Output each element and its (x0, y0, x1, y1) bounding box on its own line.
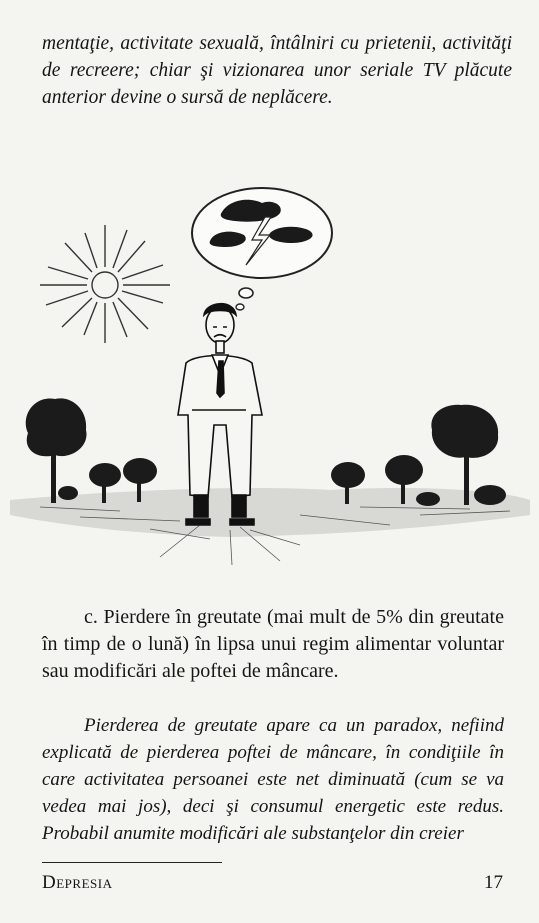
footer-rule (42, 862, 222, 863)
top-paragraph: mentaţie, activitate sexuală, întâlniri cu prietenii, activităţi de recreere; chiar şi vizionarea unor seriale TV plăcute anterior devine o sursă de neplăcere. (42, 33, 512, 108)
thought-bubble-icon (192, 188, 332, 310)
depression-illustration (0, 185, 539, 585)
sun-icon (40, 225, 170, 343)
tree-icon (26, 398, 157, 503)
paragraph-c: c. Pierdere în greutate (mai mult de 5% din greutate în timp de o lună) în lipsa unui regim alimentar voluntar sau modificări ale poftei de mâncare. (42, 606, 504, 682)
footer-title: Depresia (42, 872, 113, 893)
page-number: 17 (484, 872, 503, 893)
ground (10, 488, 530, 565)
paragraph-italic: Pierderea de greutate apare ca un paradox, nefiind explicată de pierderea poftei de mâncare, în condiţiile în care activitatea persoanei este net diminuată (cum se va vedea mai jos), deci şi consumul energetic este redus. Probabil anumite modificări ale substanţelor din creier (42, 715, 504, 844)
